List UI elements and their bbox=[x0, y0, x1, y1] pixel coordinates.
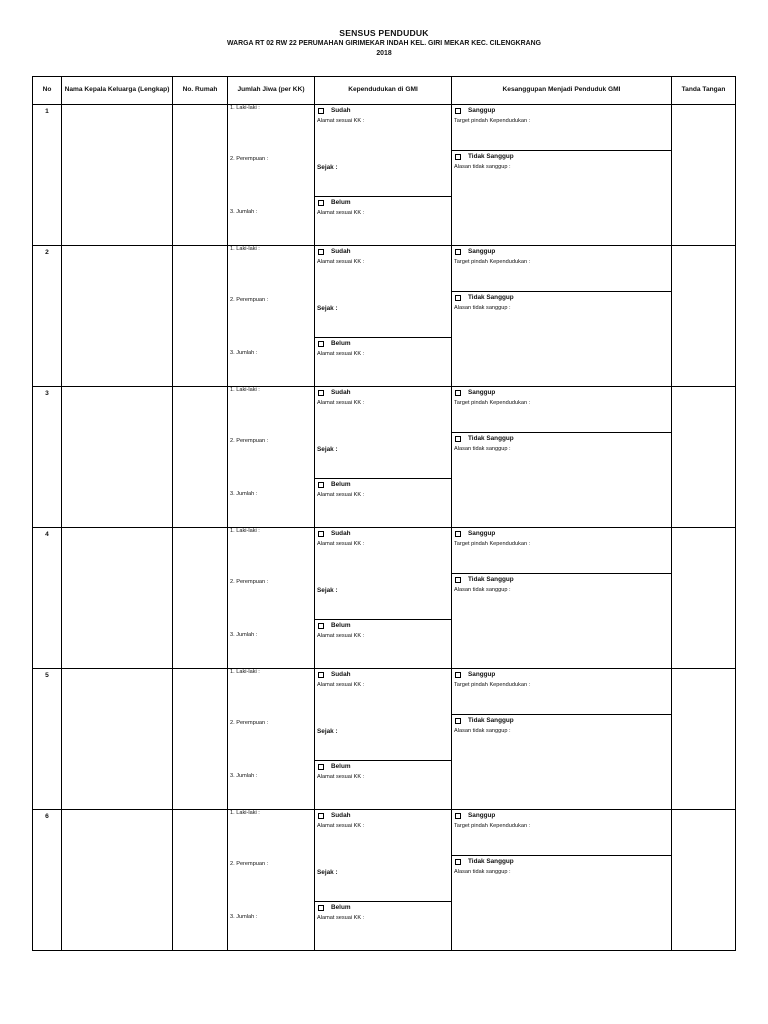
sudah-checkbox[interactable] bbox=[318, 813, 324, 819]
sanggup-label: Sanggup bbox=[468, 671, 496, 678]
alamat-label: Alamat sesuai KK : bbox=[317, 541, 365, 547]
sanggup-section[interactable] bbox=[452, 387, 671, 433]
laki-label: 1. Laki-laki : bbox=[230, 528, 260, 534]
document-header bbox=[0, 28, 768, 58]
laki-label: 1. Laki-laki : bbox=[230, 669, 260, 675]
signature-field[interactable] bbox=[672, 810, 736, 951]
belum-checkbox[interactable] bbox=[318, 482, 324, 488]
alasan-label: Alasan tidak sanggup : bbox=[454, 164, 511, 170]
sudah-label: Sudah bbox=[331, 812, 351, 819]
row-number: 6 bbox=[33, 810, 62, 951]
jumlah-label: 3. Jumlah : bbox=[230, 491, 258, 497]
alasan-label: Alasan tidak sanggup : bbox=[454, 305, 511, 311]
sudah-section[interactable] bbox=[315, 810, 451, 902]
tidak-sanggup-checkbox[interactable] bbox=[455, 718, 461, 724]
kesanggupan-field bbox=[452, 669, 672, 810]
row-number: 2 bbox=[33, 246, 62, 387]
kependudukan-field bbox=[315, 528, 452, 669]
sejak-label: Sejak : bbox=[317, 305, 338, 312]
sudah-checkbox[interactable] bbox=[318, 531, 324, 537]
jumlah-label: 3. Jumlah : bbox=[230, 914, 258, 920]
document-subtitle: WARGA RT 02 RW 22 PERUMAHAN GIRIMEKAR INDAH KEL. GIRI MEKAR KEC. CILENGKRANG bbox=[227, 40, 541, 47]
sudah-checkbox[interactable] bbox=[318, 672, 324, 678]
laki-label: 1. Laki-laki : bbox=[230, 387, 260, 393]
belum-label: Belum bbox=[331, 622, 351, 629]
tidak-sanggup-label: Tidak Sanggup bbox=[468, 717, 514, 724]
tidak-sanggup-section[interactable] bbox=[452, 856, 671, 950]
jumlah-label: 3. Jumlah : bbox=[230, 209, 258, 215]
sanggup-section[interactable] bbox=[452, 105, 671, 151]
kesanggupan-field bbox=[452, 105, 672, 246]
target-label: Target pindah Kependudukan : bbox=[454, 400, 531, 406]
rumah-field[interactable] bbox=[173, 810, 228, 951]
rumah-field[interactable] bbox=[173, 387, 228, 528]
jiwa-field[interactable] bbox=[228, 669, 315, 810]
table-row bbox=[33, 669, 736, 810]
target-label: Target pindah Kependudukan : bbox=[454, 118, 531, 124]
perempuan-label: 2. Perempuan : bbox=[230, 579, 269, 585]
tidak-sanggup-label: Tidak Sanggup bbox=[468, 435, 514, 442]
kesanggupan-field bbox=[452, 528, 672, 669]
sejak-label: Sejak : bbox=[317, 869, 338, 876]
signature-field[interactable] bbox=[672, 528, 736, 669]
tidak-sanggup-section[interactable] bbox=[452, 715, 671, 809]
rumah-field[interactable] bbox=[173, 528, 228, 669]
sudah-checkbox[interactable] bbox=[318, 108, 324, 114]
tidak-sanggup-checkbox[interactable] bbox=[455, 859, 461, 865]
nama-field[interactable] bbox=[62, 105, 173, 246]
alamat-label: Alamat sesuai KK : bbox=[317, 492, 365, 498]
col-header-kependudukan: Kependudukan di GMI bbox=[315, 77, 452, 105]
tidak-sanggup-checkbox[interactable] bbox=[455, 154, 461, 160]
sudah-section[interactable] bbox=[315, 669, 451, 761]
nama-field[interactable] bbox=[62, 246, 173, 387]
sejak-label: Sejak : bbox=[317, 587, 338, 594]
sudah-section[interactable] bbox=[315, 528, 451, 620]
jiwa-field[interactable] bbox=[228, 810, 315, 951]
header-row bbox=[33, 77, 736, 105]
tidak-sanggup-section[interactable] bbox=[452, 433, 671, 527]
alamat-label: Alamat sesuai KK : bbox=[317, 210, 365, 216]
nama-field[interactable] bbox=[62, 669, 173, 810]
tidak-sanggup-section[interactable] bbox=[452, 151, 671, 245]
alasan-label: Alasan tidak sanggup : bbox=[454, 587, 511, 593]
sudah-label: Sudah bbox=[331, 530, 351, 537]
kesanggupan-field bbox=[452, 246, 672, 387]
alasan-label: Alasan tidak sanggup : bbox=[454, 869, 511, 875]
tidak-sanggup-section[interactable] bbox=[452, 292, 671, 386]
tidak-sanggup-checkbox[interactable] bbox=[455, 295, 461, 301]
sudah-label: Sudah bbox=[331, 671, 351, 678]
perempuan-label: 2. Perempuan : bbox=[230, 297, 269, 303]
tidak-sanggup-label: Tidak Sanggup bbox=[468, 294, 514, 301]
tidak-sanggup-label: Tidak Sanggup bbox=[468, 153, 514, 160]
row-number: 3 bbox=[33, 387, 62, 528]
jiwa-field[interactable] bbox=[228, 105, 315, 246]
target-label: Target pindah Kependudukan : bbox=[454, 541, 531, 547]
tidak-sanggup-section[interactable] bbox=[452, 574, 671, 668]
alamat-label: Alamat sesuai KK : bbox=[317, 259, 365, 265]
sudah-label: Sudah bbox=[331, 107, 351, 114]
sudah-checkbox[interactable] bbox=[318, 249, 324, 255]
sanggup-checkbox[interactable] bbox=[455, 672, 461, 678]
belum-label: Belum bbox=[331, 199, 351, 206]
alamat-label: Alamat sesuai KK : bbox=[317, 774, 365, 780]
nama-field[interactable] bbox=[62, 810, 173, 951]
alasan-label: Alasan tidak sanggup : bbox=[454, 446, 511, 452]
col-header-ttd: Tanda Tangan bbox=[672, 77, 736, 105]
kesanggupan-field bbox=[452, 810, 672, 951]
kependudukan-field bbox=[315, 810, 452, 951]
alasan-label: Alasan tidak sanggup : bbox=[454, 728, 511, 734]
tidak-sanggup-checkbox[interactable] bbox=[455, 436, 461, 442]
sanggup-checkbox[interactable] bbox=[455, 108, 461, 114]
signature-field[interactable] bbox=[672, 669, 736, 810]
belum-checkbox[interactable] bbox=[318, 623, 324, 629]
sudah-label: Sudah bbox=[331, 389, 351, 396]
alamat-label: Alamat sesuai KK : bbox=[317, 351, 365, 357]
belum-checkbox[interactable] bbox=[318, 905, 324, 911]
belum-section[interactable] bbox=[315, 338, 451, 386]
alamat-label: Alamat sesuai KK : bbox=[317, 633, 365, 639]
jiwa-field[interactable] bbox=[228, 387, 315, 528]
sudah-section[interactable] bbox=[315, 246, 451, 338]
rumah-field[interactable] bbox=[173, 669, 228, 810]
col-header-no: No bbox=[33, 77, 62, 105]
laki-label: 1. Laki-laki : bbox=[230, 105, 260, 111]
sanggup-label: Sanggup bbox=[468, 248, 496, 255]
belum-label: Belum bbox=[331, 904, 351, 911]
laki-label: 1. Laki-laki : bbox=[230, 246, 260, 252]
sejak-label: Sejak : bbox=[317, 164, 338, 171]
rumah-field[interactable] bbox=[173, 105, 228, 246]
perempuan-label: 2. Perempuan : bbox=[230, 720, 269, 726]
kesanggupan-field bbox=[452, 387, 672, 528]
belum-checkbox[interactable] bbox=[318, 341, 324, 347]
sudah-section[interactable] bbox=[315, 387, 451, 479]
jumlah-label: 3. Jumlah : bbox=[230, 773, 258, 779]
sanggup-label: Sanggup bbox=[468, 389, 496, 396]
tidak-sanggup-label: Tidak Sanggup bbox=[468, 576, 514, 583]
sejak-label: Sejak : bbox=[317, 728, 338, 735]
kependudukan-field bbox=[315, 105, 452, 246]
sanggup-checkbox[interactable] bbox=[455, 531, 461, 537]
belum-section[interactable] bbox=[315, 761, 451, 809]
target-label: Target pindah Kependudukan : bbox=[454, 259, 531, 265]
sanggup-checkbox[interactable] bbox=[455, 390, 461, 396]
sanggup-section[interactable] bbox=[452, 246, 671, 292]
kependudukan-field bbox=[315, 387, 452, 528]
alamat-label: Alamat sesuai KK : bbox=[317, 915, 365, 921]
jiwa-field[interactable] bbox=[228, 246, 315, 387]
kependudukan-field bbox=[315, 246, 452, 387]
nama-field[interactable] bbox=[62, 528, 173, 669]
belum-label: Belum bbox=[331, 481, 351, 488]
belum-checkbox[interactable] bbox=[318, 764, 324, 770]
alamat-label: Alamat sesuai KK : bbox=[317, 682, 365, 688]
sanggup-label: Sanggup bbox=[468, 812, 496, 819]
target-label: Target pindah Kependudukan : bbox=[454, 823, 531, 829]
col-header-jiwa: Jumlah Jiwa (per KK) bbox=[228, 77, 315, 105]
nama-field[interactable] bbox=[62, 387, 173, 528]
belum-section[interactable] bbox=[315, 197, 451, 245]
sanggup-section[interactable] bbox=[452, 810, 671, 856]
table-row bbox=[33, 810, 736, 951]
alamat-label: Alamat sesuai KK : bbox=[317, 400, 365, 406]
target-label: Target pindah Kependudukan : bbox=[454, 682, 531, 688]
belum-label: Belum bbox=[331, 340, 351, 347]
sanggup-section[interactable] bbox=[452, 528, 671, 574]
col-header-rumah: No. Rumah bbox=[173, 77, 228, 105]
perempuan-label: 2. Perempuan : bbox=[230, 438, 269, 444]
alamat-label: Alamat sesuai KK : bbox=[317, 823, 365, 829]
jumlah-label: 3. Jumlah : bbox=[230, 350, 258, 356]
row-number: 5 bbox=[33, 669, 62, 810]
row-number: 4 bbox=[33, 528, 62, 669]
signature-field[interactable] bbox=[672, 105, 736, 246]
table-row bbox=[33, 246, 736, 387]
belum-section[interactable] bbox=[315, 620, 451, 668]
laki-label: 1. Laki-laki : bbox=[230, 810, 260, 816]
document-year: 2018 bbox=[376, 50, 392, 57]
sanggup-checkbox[interactable] bbox=[455, 249, 461, 255]
belum-checkbox[interactable] bbox=[318, 200, 324, 206]
sanggup-label: Sanggup bbox=[468, 530, 496, 537]
census-table bbox=[32, 76, 736, 951]
table-row bbox=[33, 387, 736, 528]
belum-section[interactable] bbox=[315, 902, 451, 950]
sanggup-section[interactable] bbox=[452, 669, 671, 715]
alamat-label: Alamat sesuai KK : bbox=[317, 118, 365, 124]
perempuan-label: 2. Perempuan : bbox=[230, 156, 269, 162]
col-header-nama: Nama Kepala Keluarga (Lengkap) bbox=[62, 77, 173, 105]
sejak-label: Sejak : bbox=[317, 446, 338, 453]
belum-section[interactable] bbox=[315, 479, 451, 527]
tidak-sanggup-label: Tidak Sanggup bbox=[468, 858, 514, 865]
signature-field[interactable] bbox=[672, 387, 736, 528]
perempuan-label: 2. Perempuan : bbox=[230, 861, 269, 867]
belum-label: Belum bbox=[331, 763, 351, 770]
document-title: SENSUS PENDUDUK bbox=[339, 28, 429, 38]
sudah-label: Sudah bbox=[331, 248, 351, 255]
row-number: 1 bbox=[33, 105, 62, 246]
sudah-section[interactable] bbox=[315, 105, 451, 197]
tidak-sanggup-checkbox[interactable] bbox=[455, 577, 461, 583]
jumlah-label: 3. Jumlah : bbox=[230, 632, 258, 638]
rumah-field[interactable] bbox=[173, 246, 228, 387]
sanggup-label: Sanggup bbox=[468, 107, 496, 114]
signature-field[interactable] bbox=[672, 246, 736, 387]
kependudukan-field bbox=[315, 669, 452, 810]
col-header-kesanggupan: Kesanggupan Menjadi Penduduk GMI bbox=[452, 77, 672, 105]
jiwa-field[interactable] bbox=[228, 528, 315, 669]
sudah-checkbox[interactable] bbox=[318, 390, 324, 396]
sanggup-checkbox[interactable] bbox=[455, 813, 461, 819]
table-row bbox=[33, 105, 736, 246]
table-row bbox=[33, 528, 736, 669]
